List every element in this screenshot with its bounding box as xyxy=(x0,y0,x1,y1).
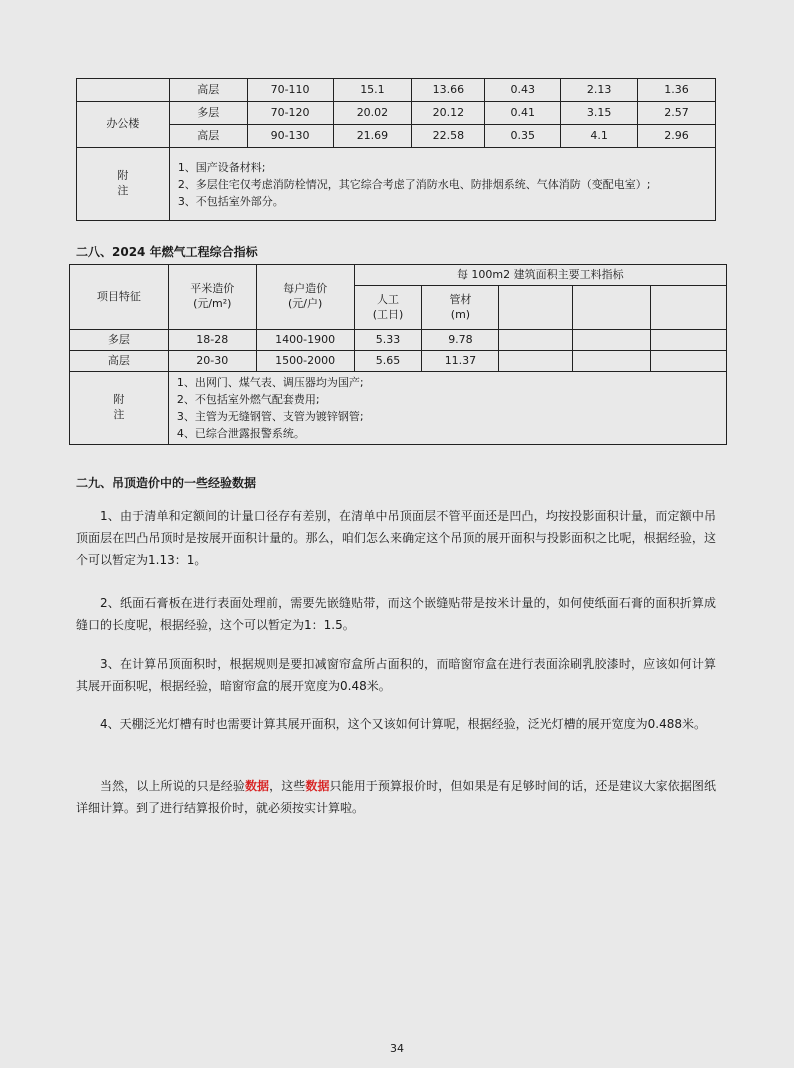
note-line: 4、已综合泄露报警系统。 xyxy=(176,427,305,440)
table-row xyxy=(70,351,727,372)
notes-label-line: 注 xyxy=(113,408,125,421)
header-line: (工日) xyxy=(372,307,404,321)
notes-label-line: 注 xyxy=(117,184,129,197)
building-index-table xyxy=(76,78,716,221)
header-project: 项目特征 xyxy=(70,265,169,330)
cell: 4.1 xyxy=(561,125,638,148)
cell: 90-130 xyxy=(247,125,333,148)
paragraph-3: 3、在计算吊顶面积时，根据规则是要扣减窗帘盒所占面积的，而暗窗帘盒在进行表面涂刷乳胶漆时，应该如何计算其展开面积呢，根据经验，暗窗帘盒的展开宽度为0.48米。 xyxy=(76,657,716,693)
cell: 70-110 xyxy=(247,79,333,102)
header-group: 每 100m2 建筑面积主要工料指标 xyxy=(354,265,726,286)
table-row xyxy=(77,102,716,125)
cell xyxy=(499,330,573,351)
cell: 20-30 xyxy=(168,351,256,372)
table-row xyxy=(77,79,716,102)
cell: 0.41 xyxy=(485,102,561,125)
notes-label xyxy=(70,372,169,445)
paragraph-4: 4、天棚泛光灯槽有时也需要计算其展开面积，这个又该如何计算呢，根据经验，泛光灯槽的展开宽度为0.488米。 xyxy=(100,717,706,731)
cell: 1500-2000 xyxy=(256,351,354,372)
notes-label xyxy=(77,148,170,221)
note-line: 2、不包括室外燃气配套费用; xyxy=(176,393,320,406)
cell: 2.57 xyxy=(638,102,716,125)
cell: 11.37 xyxy=(422,351,499,372)
cell: 13.66 xyxy=(412,79,485,102)
cell: 20.12 xyxy=(412,102,485,125)
notes-row xyxy=(77,148,716,221)
header-line: 平米造价 xyxy=(190,282,235,296)
note-line: 1、出网门、煤气表、调压器均为国产; xyxy=(176,376,364,389)
note-line: 1、国产设备材料; xyxy=(177,160,266,174)
header-empty xyxy=(573,286,651,330)
cell: 0.43 xyxy=(485,79,561,102)
cell: 1.36 xyxy=(638,79,716,102)
highlight-text: 数据 xyxy=(244,779,270,793)
text-span: ，这些 xyxy=(269,779,306,793)
table-row xyxy=(77,125,716,148)
paragraph-1: 1、由于清单和定额间的计量口径存有差别，在清单中吊顶面层不管平面还是凹凸，均按投影面积计量，而定额中吊顶面层在凹凸吊顶时是按展开面积计量的。那么，咱们怎么来确定这个吊顶的展开面积与投影面积之比呢，根据经验，这个可以暂定为1.13：1。 xyxy=(76,509,716,567)
header-line: 人工 xyxy=(377,292,400,306)
row-label xyxy=(77,79,170,102)
cell: 5.33 xyxy=(354,330,422,351)
cell xyxy=(651,330,727,351)
cell: 3.15 xyxy=(561,102,638,125)
gas-engineering-index-table xyxy=(69,264,727,445)
row-sub-label: 高层 xyxy=(169,79,247,102)
header-line: 管材 xyxy=(449,292,472,306)
cell: 2.96 xyxy=(638,125,716,148)
table-row xyxy=(70,330,727,351)
cell: 20.02 xyxy=(333,102,412,125)
cell: 5.65 xyxy=(354,351,422,372)
table-header-row xyxy=(70,265,727,286)
notes-label-line: 附 xyxy=(113,393,125,407)
header-line: (m) xyxy=(450,307,471,321)
section-heading-28: 二八、2024 年燃气工程综合指标 xyxy=(76,245,258,259)
header-empty xyxy=(651,286,727,330)
notes-row xyxy=(70,372,727,445)
row-label: 多层 xyxy=(70,330,169,351)
row-label: 办公楼 xyxy=(77,102,170,148)
paragraph-2: 2、纸面石膏板在进行表面处理前，需要先嵌缝贴带，而这个嵌缝贴带是按米计量的，如何使纸面石膏的面积折算成缝口的长度呢，根据经验，这个可以暂定为1：1.5。 xyxy=(76,596,716,632)
cell: 0.35 xyxy=(485,125,561,148)
cell: 15.1 xyxy=(333,79,412,102)
cell: 70-120 xyxy=(247,102,333,125)
cell: 9.78 xyxy=(422,330,499,351)
text-span: 只能用于预算报价时，但如果是有足够时间的话，还是建议大家依据图纸详细计算。到了进行结算报价时，就必须按实计算啦。 xyxy=(76,779,716,815)
highlight-text: 数据 xyxy=(305,779,330,793)
cell: 22.58 xyxy=(412,125,485,148)
row-label: 高层 xyxy=(70,351,169,372)
notes-content xyxy=(168,372,726,445)
header-unit-price xyxy=(168,265,256,330)
notes-label-line: 附 xyxy=(117,169,129,183)
header-empty xyxy=(499,286,573,330)
header-line: (元/m²) xyxy=(193,297,232,310)
cell xyxy=(573,351,651,372)
text-span: 当然，以上所说的只是经验 xyxy=(100,779,245,793)
header-labor xyxy=(354,286,422,330)
paragraph-5 xyxy=(76,775,716,819)
row-sub-label: 高层 xyxy=(169,125,247,148)
header-line: 每户造价 xyxy=(283,282,328,296)
row-sub-label: 多层 xyxy=(169,102,247,125)
notes-content xyxy=(169,148,715,221)
note-line: 3、主管为无缝钢管、支管为镀锌钢管; xyxy=(176,410,364,423)
note-line: 2、多层住宅仅考虑消防栓情况，其它综合考虑了消防水电、防排烟系统、气体消防（变配电室）; xyxy=(177,177,651,191)
page-number: 34 xyxy=(390,1042,404,1055)
header-line: (元/户) xyxy=(288,297,323,310)
header-household-price xyxy=(256,265,354,330)
cell: 2.13 xyxy=(561,79,638,102)
header-pipe xyxy=(422,286,499,330)
note-line: 3、不包括室外部分。 xyxy=(177,194,284,208)
cell: 21.69 xyxy=(333,125,412,148)
cell xyxy=(499,351,573,372)
cell: 18-28 xyxy=(168,330,256,351)
cell: 1400-1900 xyxy=(256,330,354,351)
cell xyxy=(651,351,727,372)
cell xyxy=(573,330,651,351)
section-heading-29: 二九、吊顶造价中的一些经验数据 xyxy=(76,476,257,490)
